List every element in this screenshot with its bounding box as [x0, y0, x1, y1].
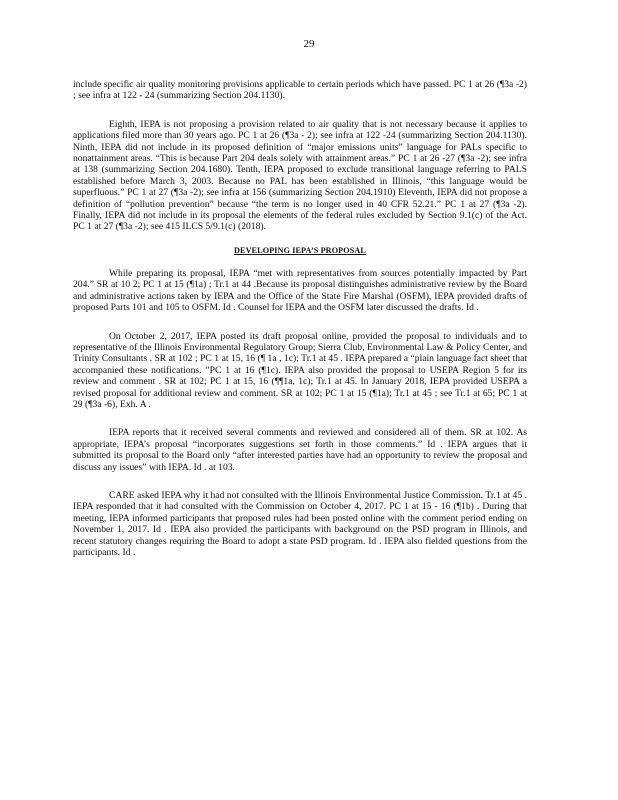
- paragraph-preparing: While preparing its proposal, IEPA “met with representatives from sources potentially impacted by Part 204.” SR at 10 2; PC 1 at 15 (¶1a) ; Tr.1 at 44 .Because its proposal distinguishes administrative review by the Board and administrative actions taken by IEPA and the Office of the State Fire Marshal (OSFM), IEPA provided drafts of proposed Parts 101 and 105 to OSFM. Id . Counsel for IEPA and the OSFM later discussed the drafts. Id .: [73, 267, 527, 314]
- paragraph-care: CARE asked IEPA why it had not consulted with the Illinois Environmental Justice Commission. Tr.1 at 45 . IEPA responded that it had consulted with the Commission on October 4, 2017. PC 1 at 15 - 16 (¶1b) . During that meeting, IEPA informed participants that proposed rules had been posted online with the comment period ending on November 1, 2017. Id . IEPA also provided the participants with background on the PSD program in Illinois, and recent statutory changes requiring the Board to adopt a state PSD program. Id . IEPA also fielded questions from the participants. Id .: [73, 489, 527, 558]
- page-content: [73, 79, 527, 558]
- paragraph-eighth: Eighth, IEPA is not proposing a provision related to air quality that is not necessary because it applies to applications filed more than 30 years ago. PC 1 at 26 (¶3a - 2); see infra at 122 -24 (summarizing Section 204.1130). Ninth, IEPA did not include in its proposed definition of “major emissions units” language for PALs specific to nonattainment areas. “This is because Part 204 deals solely with attainment areas.” PC 1 at 26 -27 (¶3a -2); see infra at 138 (summarizing Section 204.1680). Tenth, IEPA proposed to exclude transitional language referring to PALS established before March 3, 2003. Because no PAL has been established in Illinois, “this language would be superfluous.” PC 1 at 27 (¶3a -2); see infra at 156 (summarizing Section 204.1910) Eleventh, IEPA did not propose a definition of “pollution prevention” because “the term is no longer used in 40 CFR 52.21.” PC 1 at 27 (¶3a -2). Finally, IEPA did not include in its proposal the elements of the federal rules excluded by Section 9.1(c) of the Act. PC 1 at 27 (¶3a -2); see 415 ILCS 5/9.1(c) (2018).: [73, 118, 527, 233]
- paragraph-comments: IEPA reports that it received several comments and reviewed and considered all of them. SR at 102. As appropriate, IEPA’s proposal “incorporates suggestions set forth in those comments.” Id . IEPA argues that it submitted its proposal to the Board only “after interested parties have had an opportunity to review the proposal and discuss any issues” with IEPA. Id . at 103.: [73, 427, 527, 473]
- page-number: 29: [303, 38, 315, 50]
- paragraph-continuation: include specific air quality monitoring provisions applicable to certain periods which have passed. PC 1 at 26 (¶3a -2) ; see infra at 122 - 24 (summarizing Section 204.1130).: [73, 79, 527, 102]
- section-heading: DEVELOPING IEPA’S PROPOSAL: [234, 245, 366, 255]
- paragraph-october: On October 2, 2017, IEPA posted its draft proposal online, provided the proposal to individuals and to representative of the Illinois Environmental Regulatory Group; Sierra Club, Environmental Law & Policy Center, and Trinity Consultants . SR at 102 ; PC 1 at 15, 16 (¶ 1a , 1c); Tr.1 at 45 . IEPA prepared a “plain language fact sheet that accompanied these notifications. ”PC 1 at 16 (¶1c). IEPA also provided the proposal to USEPA Region 5 for its review and comment . SR at 102; PC 1 at 15, 16 (¶¶1a, 1c); Tr.1 at 45. In January 2018, IEPA provided USEPA a revised proposal for additional review and comment. SR at 102; PC 1 at 15 (¶1a); Tr.1 at 45 ; see Tr.1 at 65; PC 1 at 29 (¶3a -6), Exh. A .: [73, 330, 527, 410]
